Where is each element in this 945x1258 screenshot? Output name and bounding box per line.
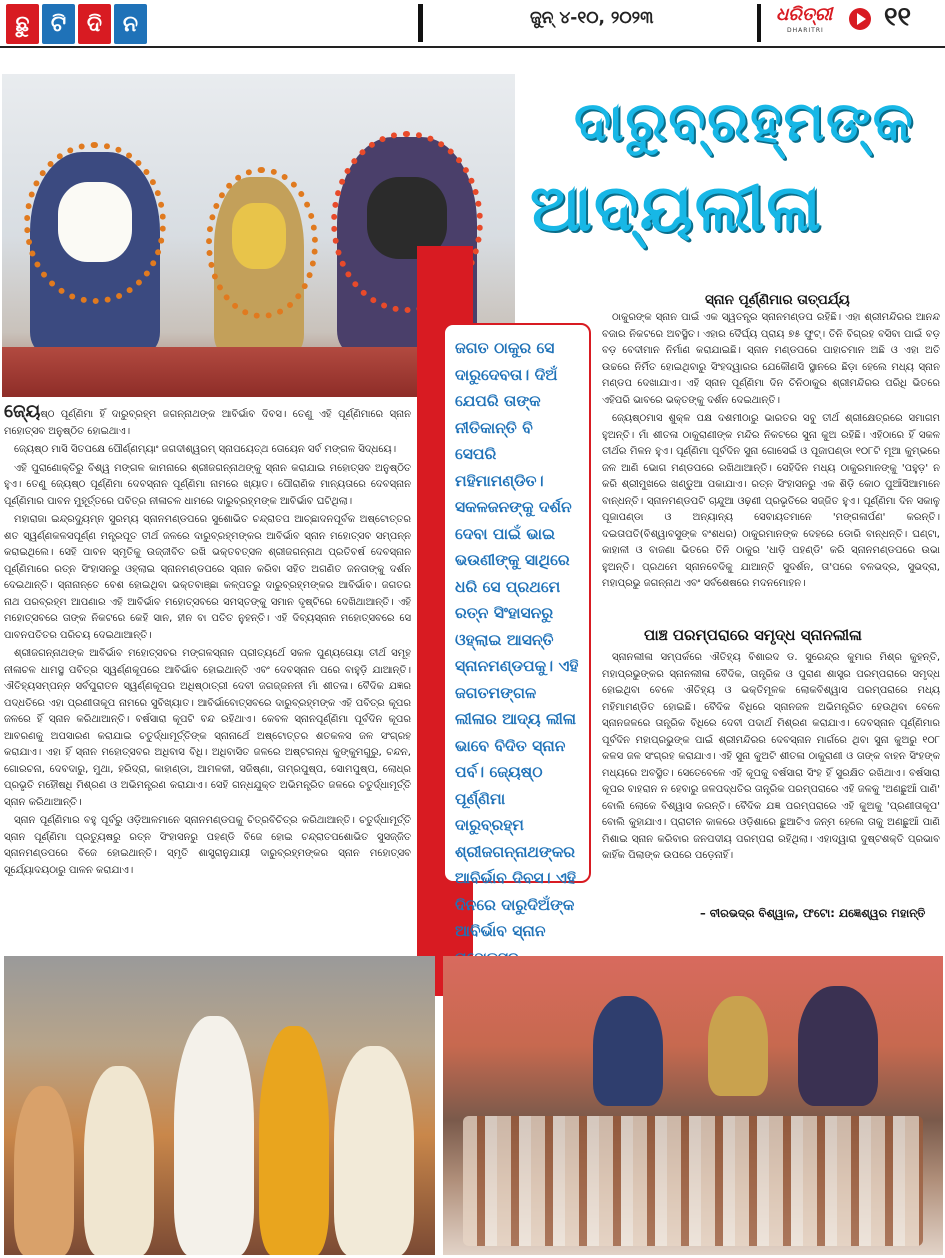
header-divider-right <box>757 4 761 42</box>
pull-quote-text: ଜଗତ ଠାକୁର ସେ ଦାରୁଦେବତା। ଦିଅଁ ଯେପରି ତାଙ୍କ ନୀତିକାନ୍ତି ବି ସେପରି ମହିମାମଣ୍ଡିତ। ସକଳଜନଙ୍କୁ ଦର୍ଶନ ଦେବା ପାଇଁ ଭାଇ ଭଉଣୀଙ୍କୁ ସାଥିରେ ଧରି ସେ ପ୍ରଥମେ ରତ୍ନ ସିଂହାସନରୁ ଓହ୍ଲାଇ ଆସନ୍ତି ସ୍ନାନମଣ୍ଡପକୁ। ଏହି ଜଗତମଙ୍ଗଳ ଲୀଳାର ଆଦ୍ୟ ଲୀଳା ଭାବେ ବିଦିତ ସ୍ନାନ ପର୍ବ। ଜ୍ୟେଷ୍ଠ ପୂର୍ଣ୍ଣିମା ଦାରୁବ୍ରହ୍ମ ଶ୍ରୀଜଗନ୍ନାଥଙ୍କର ଆବିର୍ଭାବ ଦିବସ। ଏହି ଦିନରେ ଦାରୁଦିଅଁଙ୍କ ଆବିର୍ଭାବ ସ୍ନାନ <box>455 339 579 940</box>
body-paragraph: ମହାରାଜା ଇନ୍ଦ୍ରଦ୍ୟୁମ୍ନ ସୁରମ୍ୟ ସ୍ନାନମଣ୍ଡପରେ ସୁଶୋଭିତ ଚନ୍ଦ୍ରାତପ ଆଚ୍ଛାଦନପୂର୍ବକ ଅଷ୍ଟୋତ୍ତର ଶତ ସ୍ୱର୍ଣ୍ଣକଳସପୂର୍ଣ୍ଣ ମନ୍ତ୍ରପୂତ ତୀର୍ଥ ଜଳରେ ଦାରୁବ୍ରହ୍ମଙ୍କର ଆବିର୍ଭାବ ସ୍ନାନ ମହୋତ୍ସବ ସମ୍ପନ୍ନ କରାଇଥିଲେ। ସେହି ପାବନ ସ୍ମୃତିକୁ ଉଜ୍ଜୀବିତ ରଖି ଭକ୍ତବତ୍ସଳ ଶ୍ରୀଜଗନ୍ନାଥ ପ୍ରତିବର୍ଷ ଦେବସ୍ନାନ ପୂର୍ଣ୍ଣିମାରେ ରତ୍ନ ସିଂହାସନରୁ ଓହ୍ଲାଇ ସ୍ନାନମଣ୍ଡପରେ ସ୍ନାନ କରିବା ସହିତ ଅଗଣିତ ଜନତାଙ୍କୁ ଦର୍ଶନ ଦେଇଥାନ୍ତି। ସ୍ନାନାନ୍ତେ ବେଶ ହୋଇଥିବା ଭକ୍ତବାଞ୍ଛା କଳ୍ପତରୁ ଦାରୁବ୍ରହ୍ମଙ୍କର ଆବିର୍ଭାବ। ଜଗତର ନାଥ ପରବ୍ରହ୍ମ ଆପଣାର ଏହି ଆବିର୍ଭାବ ମହୋତ୍ସବରେ ସମସ୍ତଙ୍କୁ ସମାନ ଦୃଷ୍ଟିରେ ଦେଖିଥାଆନ୍ତି। ଏହି ମହୋତ୍ସବରେ ତାଙ୍କ ନିକଟରେ କେହି ସାନ, ହୀନ ବା ପତିତ ନୁହନ୍ତି। ଏହି ଦିବ୍ୟସ୍ନାନ ମହୋତ୍ସବରେ ସେ ପାବନପତିତର ପରିଚୟ ଦେଇଥାଆନ୍ତି। <box>4 514 411 641</box>
brand-logo: ଧରିତ୍ରୀ <box>776 4 833 25</box>
photo-devotees-on-mandap <box>4 956 435 1255</box>
photo-figure <box>84 1066 154 1255</box>
body-paragraph: ଏହି ପୁରାଣୋକ୍ତିରୁ ବିଶ୍ୱ ମଙ୍ଗଳ କାମନାରେ ଶ୍ରୀଜଗନ୍ନାଥଙ୍କୁ ସ୍ନାନ କରାଯାଇ ମହୋତ୍ସବ ଅନୁଷ୍ଠିତ ହୁଏ। ତେଣୁ ଜ୍ୟେଷ୍ଠ ପୂର୍ଣ୍ଣିମା ଦେବସ୍ନାନ ପୂର୍ଣ୍ଣିମା ନାମରେ ଖ୍ୟାତ। ପୌରାଣିକ ମାନ୍ୟତାରେ ଦେବସ୍ନାନ ପୂର୍ଣ୍ଣିମାର ପାବନ ମୁହୂର୍ତ୍ତରେ ପବିତ୍ର ନୀଳାଚଳ ଧାମରେ ଦାରୁବ୍ରହ୍ମଙ୍କ ଆବିର୍ଭାବ ଘଟିଥିଲା। <box>4 462 411 507</box>
headline-line-2: ଆଦ୍ୟଲୀଳା <box>530 172 823 246</box>
headline <box>520 84 945 254</box>
body-column-left <box>4 404 411 929</box>
section-logo-letter-2: ଟି <box>42 4 75 44</box>
body-paragraph: ସ୍ନାନଲୀଳା ସମ୍ପର୍କରେ ଐତିହ୍ୟ ବିଶାରଦ ଡ. ସୁରେନ୍ଦ୍ର କୁମାର ମିଶ୍ର କୁହନ୍ତି, ମହାପ୍ରଭୁଙ୍କର ସ୍ନାନଲୀଳା ବୈଦିକ, ତାନ୍ତ୍ରିକ ଓ ପୁରାଣ ଶାସ୍ତ୍ର ପରମ୍ପରାରେ ସମୃଦ୍ଧ ହୋଇଥିବା ବେଳେ ଐତିହ୍ୟ ଓ ଭକ୍ତିମୂଳକ ଲୋକବିଶ୍ୱାସ ପରମ୍ପରାରେ ମଧ୍ୟ ମହିମାମଣ୍ଡିତ ହୋଇଛି। ବୈଦିକ ବିଧିରେ ସ୍ନାନଜଳ ଅଭିମନ୍ତ୍ରିତ ହେଉଥିବା ବେଳେ ସ୍ନାନଜଳରେ ତାନ୍ତ୍ରିକ ବିଧିରେ ଦେବୀ ପଦାର୍ଥ ମିଶ୍ରଣ କରାଯାଏ। ଦେବସ୍ନାନ ପୂର୍ଣ୍ଣିମାର ପୂର୍ବଦିନ ମହାପ୍ରଭୁଙ୍କ ପାଇଁ ଶ୍ରୀମନ୍ଦିରର ଦେବସ୍ନାନ ମାର୍ଗରେ ଥିବା ସୁନା କୁଅରୁ ୧୦୮ କଳସ ଜଳ ସଂଗ୍ରହ କରାଯାଏ। ଏହି ସୁନା କୁଅଟି ଶୀତଳା ଠାକୁରାଣୀ ଓ ତାଙ୍କ ବାହନ ସିଂହଙ୍କ ମଧ୍ୟରେ ଅବସ୍ଥିତ। ସେତେବେଳେ ଏହି କୂପକୁ ବର୍ଷସାରା ସିଂହ ହିଁ ସୁରକ୍ଷିତ ରଖିଥାଏ। ବର୍ଷସାରା କୂପର ବାହରାନ ନ ହେବାରୁ ଜଳପଦ୍ଧତିର ତାନ୍ତ୍ରିକ ପରମ୍ପରାରେ ଏହି ଜଳକୁ 'ଅଣଛୁଆଁ ପାଣି' ବୋଲି ଲୋକେ ବିଶ୍ୱାସ କରନ୍ତି। ବୈଦିକ ଯଜ୍ଞ ପରମ୍ପରାରେ ଏହି କୁଅକୁ 'ପ୍ରଣୀତାକୂପ' ବୋଲି କୁହାଯାଏ। ପ୍ରାଚୀନ କାଳରେ ଓଡ଼ିଶାରେ ଛୁଆଟିଏ ଜନ୍ମ ହେଲେ ତାକୁ ଅଣଛୁଆଁ ପାଣି ମିଶାଇ ସ୍ନାନ କରିବାର ଜନପଦୀୟ ପରମ୍ପରା ରହିଥିଲା। ଏହାଦ୍ୱାରା ଦୁଷ୍ଟଶକ୍ତି ପ୍ରଭାବ କାହିଁକ ପିଲାଙ୍କ ଉପରେ ପଡ଼େନାହିଁ। <box>602 652 940 861</box>
section-logo-letter-3: ଦି <box>78 4 111 44</box>
photo-figure <box>334 1046 414 1255</box>
pull-quote-box <box>443 323 591 940</box>
body-paragraph: ଜ୍ୟେଷ୍ଠମାସ ଶୁକ୍ଳ ପକ୍ଷ ଦଶମୀଠାରୁ ଭାରତର ସବୁ ତୀର୍ଥ ଶ୍ରୀକ୍ଷେତ୍ରରେ ସମାଗମ ହୁଅନ୍ତି। ମାଁ ଶୀତଳା ଠାକୁରାଣୀଙ୍କ ମନ୍ଦିର ନିକଟରେ ସୁନା କୁଅ ରହିଛି। ଏହିଠାରେ ହିଁ ସକଳ ତୀର୍ଥର ମିଳନ ହୁଏ। ପୂର୍ଣ୍ଣିମା ପୂର୍ବଦିନ ସୁନା ଗୋସେଇଁ ଓ ପୂଜାପଣ୍ଡା ୧୦୮ଟି ମୂଆ କୁମ୍ଭରେ ଜଳ ଆଣି ଭୋଗ ମଣ୍ଡପରେ ରଖିଥାଆନ୍ତି। ସେହିଦିନ ମଧ୍ୟ ଠାକୁରମାନଙ୍କୁ 'ପହୁଡ଼' ନ କରି ଶ୍ରୀମୁଖରେ ଖଣ୍ଡୁଆ ପକାଯାଏ। ରତ୍ନ ସିଂହାସନରୁ ଏକ ଶିଡ଼ି କୋଠ ପୁଆଁସିଆମାନେ ବାନ୍ଧନ୍ତି। ସ୍ନାନମଣ୍ଡପଟି ଚାନ୍ଦୁଆ ଓଢ଼ଣୀ ପ୍ରଭୃତିରେ ସଜ୍ଜିତ ହୁଏ। ପୂର୍ଣ୍ଣିମା ଦିନ ସକାଳୁ ପୂଜାପଣ୍ଡା ଓ ଅନ୍ୟାନ୍ୟ ସେବାୟତମାନେ 'ମଙ୍ଗଳାର୍ପଣ' କରନ୍ତି। ଦଇତାପତି(ବିଶ୍ୱାବସୁଙ୍କ ବଂଶଧର) ଠାକୁରମାନଙ୍କ ଦେହରେ ଡୋରି ବାନ୍ଧନ୍ତି। ଘଣ୍ଟା, କାହାଳୀ ଓ ବାଜଣା ଭିତରେ ତିନି ଠାକୁର 'ଧାଡ଼ି ପହଣ୍ଡି' କରି ସ୍ନାନମଣ୍ଡପରେ ଉଭା ହୁଅନ୍ତି। ପ୍ରଥମେ ସ୍ନାନବେଦିକୁ ଯାଆନ୍ତି ସୁଦର୍ଶନ, ତା'ପରେ ବଳଭଦ୍ର, ସୁଭଦ୍ରା, ମହାପ୍ରଭୁ ଜଗନ୍ନାଥ ଏବଂ ସର୍ବଶେଷରେ ମଦନମୋହନ। <box>602 413 940 589</box>
body-column-right-bottom <box>602 650 940 898</box>
body-paragraph: ଶ୍ରୀଜଗନ୍ନାଥଙ୍କ ଆବିର୍ଭାବ ମହୋତ୍ସବର ମଙ୍ଗଳସ୍ନାନ ପ୍ରୀତ୍ୟର୍ଥେ ସକଳ ପୁଣ୍ୟତୋୟା ତୀର୍ଥ ସମୂହ ନୀଳାଚଳ ଧାମସ୍ଥ ପବିତ୍ର ସ୍ୱର୍ଣ୍ଣକୂପରେ ଆବିର୍ଭାବ ହୋଇଥାନ୍ତି ଏବଂ ଦେବସ୍ନାନ ପରେ ବାହୁଡ଼ି ଯାଆନ୍ତି। ଐତିହ୍ୟସମ୍ପନ୍ନ ସର୍ବପୁରାତନ ସ୍ୱର୍ଣ୍ଣକୂପର ଅଧିଷ୍ଠାତ୍ରୀ ଦେବୀ ଜଗଜ୍ଜନନୀ ମାଁ ଶୀତଳା। ବୈଦିକ ଯଜ୍ଞର ପଦ୍ଧତିରେ ଏହା ପ୍ରଣୀତାକୂପ ନାମରେ ସୁବିଖ୍ୟାତ। ଆବିର୍ଭାବୋତ୍ସବରେ ଦାରୁବ୍ରହ୍ମଙ୍କ ଏହି ପବିତ୍ର କୂପର ଜଳରେ ହିଁ ସ୍ନାନ କରିଥାଆନ୍ତି। ବର୍ଷସାରା କୂପଟି ବନ୍ଦ ରହିଥାଏ। କେବଳ ସ୍ନାନପୂର୍ଣ୍ଣିମା ପୂର୍ବଦିନ କୂପର ଆବରଣକୁ ଅପସାରଣ କରାଯାଇ ଚତୁର୍ଦ୍ଧାମୂର୍ତ୍ତିଙ୍କ ସ୍ନାନାର୍ଥେ ଅଷ୍ଟୋତ୍ତର ଶତକଳସ ଜଳ ସଂଗ୍ରହ କରାଯାଏ। ଏହା ହିଁ ସ୍ନାନ ମହୋତ୍ସବର ଅଧିବାସ ବିଧି। ଅଧିବାସିତ ଜଳରେ ଅଷ୍ଟଗନ୍ଧ କୁଙ୍କୁମଗୁରୁ, ଚନ୍ଦନ, ଗୋରଚନା, ଦେବଦାରୁ, ମୁଥା, ହରିଦ୍ରା, କାହାଣ୍ଡା, ଆମଳକୀ, ସଜିଷ୍ଣା, ତାମ୍ରପୁଷ୍ପ, ସୋମପୁଷ୍ପ, ଲୋଧ୍ର ପ୍ରଭୃତି ମହୌଷଧି ମିଶ୍ରଣ ଓ ଅଭିମନ୍ତ୍ରଣ କରାଯାଏ। ସେହି ଗନ୍ଧଯୁକ୍ତ ଅଭିମନ୍ତ୍ରିତ ଜଳରେ ଚତୁର୍ଦ୍ଧାମୂର୍ତ୍ତି ସ୍ନାନ କରିଥାଆନ୍ତି। <box>4 648 411 808</box>
page-header <box>0 0 945 54</box>
section-logo-letter-4: ନ <box>114 4 147 44</box>
body-paragraph: ଠାକୁରଙ୍କ ସ୍ନାନ ପାଇଁ ଏକ ସ୍ୱତନ୍ତ୍ର ସ୍ନାନମଣ୍ଡପ ରହିଛି। ଏହା ଶ୍ରୀମନ୍ଦିରର ଆନନ୍ଦ ବଜାର ନିକଟରେ ଅବସ୍ଥିତ। ଏହାର ଦୈର୍ଘ୍ୟ ପ୍ରାୟ ୭୫ ଫୁଟ୍। ତିନି ବିଗ୍ରହ ବସିବା ପାଇଁ ବଡ଼ ବଡ଼ ବେଦୀମାନ ନିର୍ମାଣ କରାଯାଇଛି। ସ୍ନାନ ମଣ୍ଡପରେ ପାହାଚମାନ ଅଛି ଓ ଏହା ଅତି ଉଚ୍ଚରେ ନିର୍ମିତ ହୋଇଥିବାରୁ ସିଂହଦ୍ୱାରର ଯେକୌଣସି ସ୍ଥାନରେ ଛିଡ଼ା ହେଲେ ମଧ୍ୟ ସ୍ନାନ ମଣ୍ଡପ ଦେଖାଯାଏ। ଏହି ସ୍ନାନ ପୂର୍ଣ୍ଣିମା ଦିନ ଚିନିଠାକୁର ଶ୍ରୀମନ୍ଦିରର ପରିଧି ଭିତରେ ଏହିପରି ଭାବରେ ଭକ୍ତଙ୍କୁ ଦର୍ଶନ ଦେଇଥାନ୍ତି। <box>602 312 940 406</box>
section-logo-letter-1: ଛୁ <box>6 4 39 44</box>
subheading-five-traditions: ପାଞ୍ଚ ପରମ୍ପରାରେ ସମୃଦ୍ଧ ସ୍ନାନଲୀଳା <box>644 626 862 644</box>
deity-figure-balabhadra <box>30 152 160 352</box>
photo-crowd <box>463 1116 923 1246</box>
body-paragraph: ଷ୍ଠ ପୂର୍ଣ୍ଣିମା ହିଁ ଦାରୁବ୍ରହ୍ମ ଜଗନ୍ନାଥଙ୍କ ଆବିର୍ଭାବ ଦିବସ। ତେଣୁ ଏହି ପୂର୍ଣ୍ଣିମାରେ ସ୍ନାନ ମହୋତ୍ସବ ଅନୁଷ୍ଠିତ ହୋଇଥାଏ। <box>4 409 411 437</box>
body-paragraph: ସ୍ନାନ ପୂର୍ଣ୍ଣିମାର ବହୁ ପୂର୍ବରୁ ଓଡ଼ିଆଳମାନେ ସ୍ନାନମଣ୍ଡପକୁ ଚିତ୍ରବିଚିତ୍ର କରିଥାଆନ୍ତି। ଚତୁର୍ଦ୍ଧାମୂର୍ତ୍ତି ସ୍ନାନ ପୂର୍ଣ୍ଣିମା ପ୍ରତ୍ୟୁଷରୁ ରତ୍ନ ସିଂହାସନରୁ ପହଣ୍ଡି ବିଜେ ହୋଇ ଚନ୍ଦ୍ରାତପଶୋଭିତ ସୁସଜ୍ଜିତ ସ୍ନାନମଣ୍ଡପରେ ବିଜେ ହୋଇଥାନ୍ତି। ସ୍ମୃତି ଶାସ୍ତ୍ରାନୁଯାୟୀ ଦାରୁବ୍ରହ୍ମଙ୍କର ସ୍ନାନ ମହୋତ୍ସବ ସୂର୍ଯ୍ୟୋଦୟଠାରୁ ପାଳନ କରାଯାଏ। <box>4 815 411 876</box>
body-paragraph: ଜ୍ୟେଷ୍ଠ ମାସି ସିତପକ୍ଷେ ପୌର୍ଣ୍ଣମ୍ୟାଂ ଜଗଦୀଶ୍ୱରମ୍ ସ୍ନାପୟେତ୍‌ଥ ତୋୟେନ ସର୍ବ ମଙ୍ଗଳ ସିଦ୍ଧୟେ। <box>14 444 397 455</box>
brand-logo-subtitle: DHARITRI <box>787 27 824 34</box>
body-column-right-top <box>602 310 940 610</box>
issue-date: ଜୁନ୍ ୪-୧୦, ୨୦୨୩ <box>530 8 654 28</box>
headline-line-1: ଦାରୁବ୍ରହ୍ମଙ୍କ <box>574 90 915 153</box>
section-logo <box>6 4 147 44</box>
photo-figure <box>798 986 878 1106</box>
photo-snana-mandap-crowd <box>443 956 943 1255</box>
header-divider-left <box>418 4 423 42</box>
page-number: ୧୧ <box>884 2 912 32</box>
subheading-snana-purnima-meaning: ସ୍ନାନ ପୂର୍ଣ୍ଣିମାର ତାତ୍ପର୍ଯ୍ୟ <box>705 292 850 308</box>
header-rule <box>0 46 945 48</box>
byline-credit: – ବୀରଭଦ୍ର ବିଶ୍ୱାଳ, ଫଟୋ: ଯଜ୍ଞେଶ୍ୱର ମହାନ୍ତି <box>700 906 926 920</box>
photo-figure <box>708 996 768 1096</box>
play-icon <box>849 8 871 30</box>
photo-figure <box>259 1026 329 1255</box>
photo-figure <box>593 996 663 1106</box>
deity-figure-subhadra <box>214 177 304 352</box>
photo-figure <box>14 1086 74 1255</box>
drop-cap-word: ଜ୍ୟେ <box>4 404 41 422</box>
photo-figure <box>174 1016 254 1255</box>
